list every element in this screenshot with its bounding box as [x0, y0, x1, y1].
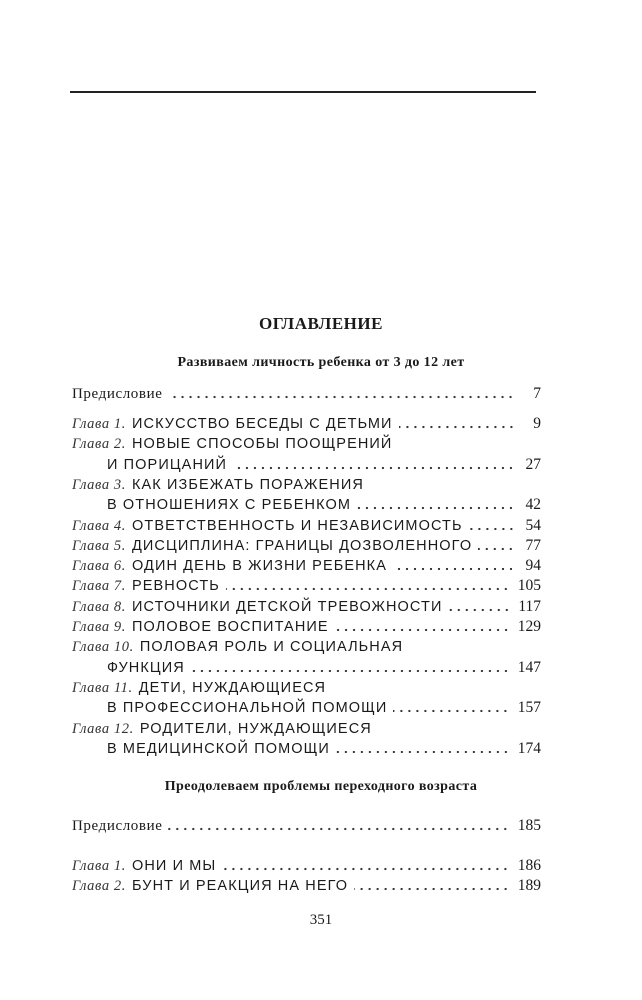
page-title: ОГЛАВЛЕНИЕ: [259, 314, 383, 333]
entry-title: ОНИ И МЫ: [131, 858, 217, 874]
dot-leader: [336, 750, 510, 754]
entry-title: РЕВНОСТЬ: [131, 578, 220, 595]
toc-entry-chapter[interactable]: [72, 454, 541, 474]
entry-page: 27: [525, 455, 541, 473]
toc-entry-chapter[interactable]: [72, 575, 541, 595]
chapter-label: Глава 1.: [72, 416, 126, 432]
entry-title: КАК ИЗБЕЖАТЬ ПОРАЖЕНИЯ: [131, 476, 364, 493]
header-rule: [70, 91, 536, 93]
entry-page: 42: [525, 496, 541, 514]
entry-title: ИСКУССТВО БЕСЕДЫ С ДЕТЬМИ: [131, 416, 393, 432]
entry-title: Предисловие: [72, 818, 163, 834]
dot-leader: [191, 669, 510, 673]
toc-entry-chapter[interactable]: [72, 875, 541, 895]
toc-entry-chapter[interactable]: [72, 494, 541, 514]
entry-title: БУНТ И РЕАКЦИЯ НА НЕГО: [131, 878, 349, 895]
chapter-label: Глава 10.: [72, 639, 134, 656]
section-heading: Преодолеваем проблемы переходного возраста: [164, 779, 478, 794]
entry-page: 185: [517, 817, 541, 834]
chapter-label: Глава 2.: [72, 436, 126, 453]
toc-entry-preface[interactable]: [72, 815, 541, 835]
chapter-label: Глава 9.: [72, 619, 126, 635]
chapter-label: Глава 5.: [72, 537, 126, 554]
dot-leader: [168, 827, 509, 831]
toc-entry-chapter[interactable]: [72, 697, 541, 717]
section-heading: Развиваем личность ребенка от 3 до 12 лет: [177, 355, 465, 370]
entry-title: И ПОРИЦАНИЙ: [107, 456, 228, 473]
entry-title: ПОЛОВОЕ ВОСПИТАНИЕ: [131, 619, 329, 635]
toc-entry-chapter[interactable]: [72, 596, 541, 616]
toc-entry-chapter[interactable]: [72, 616, 541, 636]
entry-title: ФУНКЦИЯ: [107, 659, 185, 676]
chapter-label: Глава 6.: [72, 558, 126, 575]
entry-title: ПОЛОВАЯ РОЛЬ И СОЦИАЛЬНАЯ: [139, 639, 404, 656]
toc-entry-chapter[interactable]: [72, 718, 541, 738]
dot-leader: [478, 547, 515, 551]
entry-title: ОТВЕТСТВЕННОСТЬ И НЕЗАВИСИМОСТЬ: [131, 517, 463, 534]
entry-page: 94: [525, 557, 541, 575]
chapter-label: Глава 3.: [72, 476, 126, 493]
dot-leader: [393, 567, 515, 571]
entry-title: В МЕДИЦИНСКОЙ ПОМОЩИ: [107, 740, 330, 757]
dot-leader: [393, 709, 509, 713]
dot-leader: [222, 867, 509, 871]
entry-title: В ПРОФЕССИОНАЛЬНОЙ ПОМОЩИ: [107, 700, 388, 717]
entry-page: 189: [517, 877, 541, 895]
chapter-label: Глава 7.: [72, 578, 126, 595]
toc-entry-chapter[interactable]: [72, 657, 541, 677]
entry-page: 174: [517, 739, 541, 757]
entry-page: 9: [533, 415, 541, 432]
dot-leader: [399, 425, 515, 429]
dot-leader: [449, 608, 511, 612]
entry-title: ДИСЦИПЛИНА: ГРАНИЦЫ ДОЗВОЛЕННОГО: [131, 537, 473, 554]
entry-title: Предисловие: [72, 386, 163, 402]
entry-title: РОДИТЕЛИ, НУЖДАЮЩИЕСЯ: [139, 720, 372, 737]
dot-leader: [335, 628, 510, 632]
toc-entry-chapter[interactable]: [72, 433, 541, 453]
entry-title: ИСТОЧНИКИ ДЕТСКОЙ ТРЕВОЖНОСТИ: [131, 598, 443, 615]
entry-page: 157: [517, 699, 541, 717]
toc-entry-chapter[interactable]: [72, 515, 541, 535]
entry-page: 105: [517, 577, 541, 595]
entry-page: 117: [518, 597, 541, 615]
chapter-label: Глава 1.: [72, 858, 126, 874]
dot-leader: [357, 506, 515, 510]
toc-entry-chapter[interactable]: [72, 555, 541, 575]
chapter-label: Глава 2.: [72, 878, 126, 895]
dot-leader: [233, 466, 515, 470]
chapter-label: Глава 12.: [72, 720, 134, 737]
dot-leader: [168, 395, 515, 399]
entry-title: В ОТНОШЕНИЯХ С РЕБЕНКОМ: [107, 497, 352, 514]
entry-page: 186: [517, 857, 541, 874]
chapter-label: Глава 8.: [72, 598, 126, 615]
entry-title: НОВЫЕ СПОСОБЫ ПООЩРЕНИЙ: [131, 436, 393, 453]
toc-entry-chapter[interactable]: [72, 413, 541, 433]
dot-leader: [354, 887, 510, 891]
entry-page: 7: [533, 385, 541, 402]
toc-entry-chapter[interactable]: [72, 738, 541, 758]
entry-page: 147: [517, 658, 541, 676]
entry-page: 54: [525, 516, 541, 534]
toc-entry-chapter[interactable]: [72, 535, 541, 555]
toc-entry-preface[interactable]: [72, 383, 541, 403]
page-number: 351: [309, 912, 333, 928]
entry-page: 77: [525, 536, 541, 554]
dot-leader: [226, 587, 510, 591]
entry-title: ОДИН ДЕНЬ В ЖИЗНИ РЕБЕНКА: [131, 558, 388, 575]
toc-entry-chapter[interactable]: [72, 677, 541, 697]
dot-leader: [469, 527, 515, 531]
entry-page: 129: [517, 618, 541, 635]
toc-entry-chapter[interactable]: [72, 474, 541, 494]
chapter-label: Глава 4.: [72, 517, 126, 534]
entry-title: ДЕТИ, НУЖДАЮЩИЕСЯ: [138, 679, 327, 696]
toc-entry-chapter[interactable]: [72, 855, 541, 875]
toc-entry-chapter[interactable]: [72, 636, 541, 656]
chapter-label: Глава 11.: [72, 679, 133, 696]
